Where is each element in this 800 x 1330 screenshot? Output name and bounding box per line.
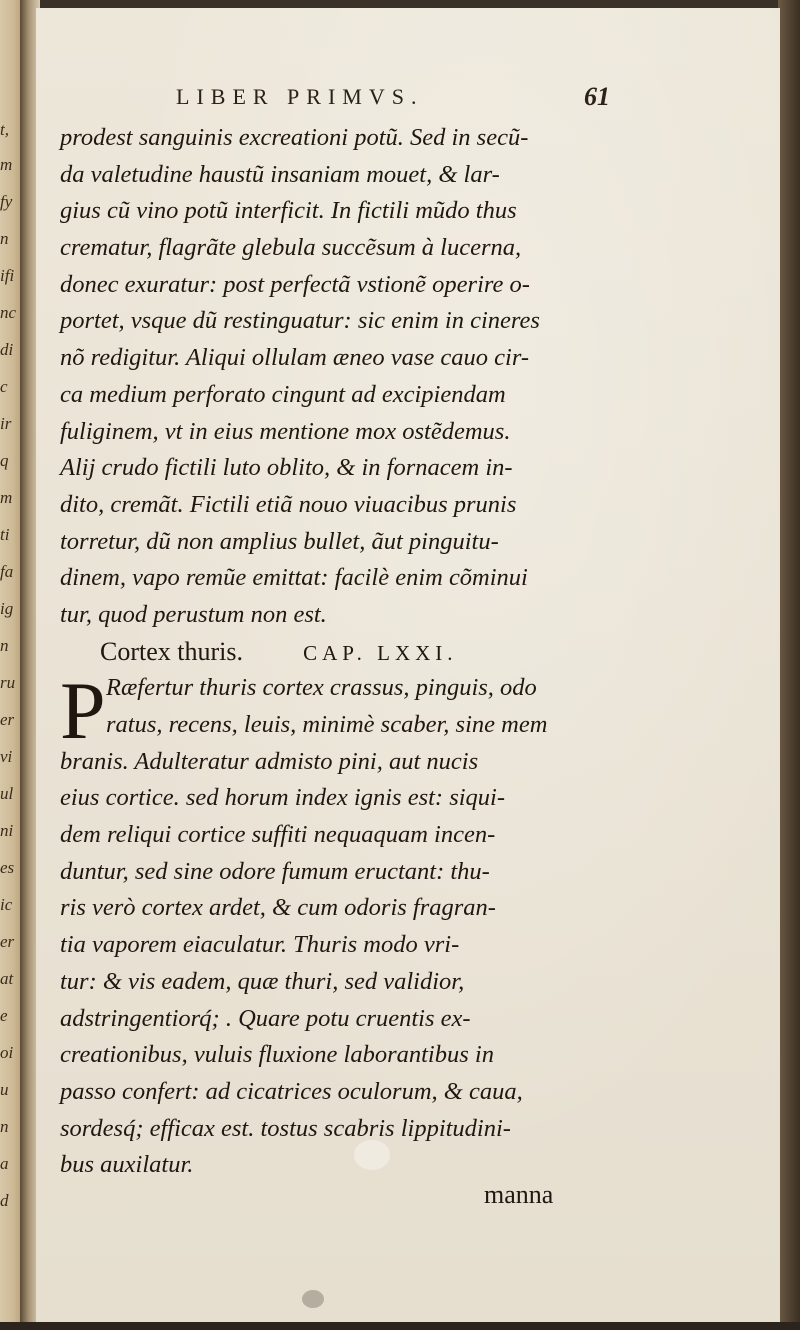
prev-page-fragment: vi bbox=[0, 747, 13, 766]
text-line: sordesq́; efficax est. tostus scabris lippitudini- bbox=[60, 1114, 511, 1142]
prev-page-fragment: ig bbox=[0, 599, 14, 618]
text-line: Alij crudo fictili luto oblito, & in fornacem in- bbox=[60, 454, 513, 482]
prev-page-fragment: er bbox=[0, 932, 15, 951]
text-line: tia vaporem eiaculatur. Thuris modo vri- bbox=[60, 931, 460, 959]
prev-page-fragment: m bbox=[0, 488, 13, 507]
text-line: eius cortice. sed horum index ignis est: siqui- bbox=[60, 784, 506, 812]
prev-page-fragment: n bbox=[0, 229, 9, 248]
text-line: tur, quod perustum non est. bbox=[60, 600, 327, 628]
text-line: dinem, vapo remũe emittat: facilè enim cõminui bbox=[60, 564, 528, 592]
text-line: ca medium perforato cingunt ad excipiendam bbox=[60, 380, 506, 408]
prev-page-fragment: q bbox=[0, 451, 9, 470]
prev-page-fragment: n bbox=[0, 636, 9, 655]
text-line: ratus, recens, leuis, minimè scaber, sine mem bbox=[106, 711, 548, 738]
text-line: gius cũ vino potũ interficit. In fictili mũdo thus bbox=[60, 197, 517, 225]
chapter-number: CAP. LXXI. bbox=[303, 640, 458, 665]
prev-page-fragment: ru bbox=[0, 673, 16, 692]
prev-page-fragment: n bbox=[0, 1117, 9, 1136]
text-line: creationibus, vuluis fluxione laborantibus in bbox=[60, 1041, 494, 1069]
prev-page-fragment: es bbox=[0, 858, 15, 877]
prev-page-fragment: fa bbox=[0, 562, 14, 581]
text-line: prodest sanguinis excreationi potũ. Sed in secũ- bbox=[60, 124, 529, 151]
text-line: da valetudine haustũ insaniam mouet, & lar- bbox=[60, 160, 500, 188]
text-line: portet, vsque dũ restinguatur: sic enim in cineres bbox=[60, 307, 540, 335]
text-line: duntur, sed sine odore fumum eructant: thu- bbox=[60, 857, 490, 885]
prev-page-fragment: at bbox=[0, 969, 14, 988]
drop-cap: P bbox=[60, 665, 106, 757]
prev-page-fragment: ti bbox=[0, 525, 10, 544]
text-line: bus auxilatur. bbox=[60, 1151, 194, 1179]
catchword: manna bbox=[484, 1180, 554, 1209]
body-text bbox=[60, 120, 620, 1184]
text-line: ris verò cortex ardet, & cum odoris fragran- bbox=[60, 894, 496, 922]
prev-page-fragment: u bbox=[0, 1080, 9, 1099]
prev-page-fragment: m bbox=[0, 155, 13, 174]
text-line: fuliginem, vt in eius mentione mox ostẽdemus. bbox=[60, 417, 511, 445]
paper-smudge bbox=[302, 1290, 324, 1308]
prev-page-fragment: c bbox=[0, 377, 8, 396]
chapter-title: Cortex thuris. bbox=[100, 636, 243, 666]
text-line: adstringentiorq́; . Quare potu cruentis ex- bbox=[60, 1004, 471, 1032]
page-number: 61 bbox=[584, 82, 610, 111]
prev-page-fragment: er bbox=[0, 710, 15, 729]
text-line: donec exuratur: post perfectã vstionẽ operire o- bbox=[60, 270, 530, 298]
paragraph-2 bbox=[60, 665, 620, 1184]
text-line: passo confert: ad cicatrices oculorum, & caua, bbox=[60, 1077, 523, 1105]
prev-page-fragment: nc bbox=[0, 303, 17, 322]
prev-page-fragment: ul bbox=[0, 784, 14, 803]
page bbox=[36, 8, 780, 1323]
text-line: tur: & vis eadem, quæ thuri, sed validior, bbox=[60, 967, 465, 995]
prev-page-fragment: ifi bbox=[0, 266, 15, 285]
text-line: dito, cremãt. Fictili etiã nouo viuacibus prunis bbox=[60, 490, 517, 518]
chapter-heading bbox=[60, 634, 620, 671]
prev-page-fragment: ir bbox=[0, 414, 12, 433]
prev-page-fragment: ni bbox=[0, 821, 14, 840]
prev-page-fragment: t, bbox=[0, 120, 9, 139]
book-bottom-edge bbox=[0, 1322, 800, 1330]
prev-page-fragment: d bbox=[0, 1191, 9, 1210]
book-right-edge bbox=[778, 0, 800, 1330]
paper-stain bbox=[354, 1140, 390, 1170]
previous-page-edge bbox=[0, 0, 22, 1330]
text-line: dem reliqui cortice suffiti nequaquam incen- bbox=[60, 821, 496, 849]
prev-page-fragment: oi bbox=[0, 1043, 14, 1062]
prev-page-fragment: di bbox=[0, 340, 14, 359]
paragraph-1 bbox=[60, 120, 620, 634]
text-line: crematur, flagrãte glebula succẽsum à lucerna, bbox=[60, 234, 522, 262]
running-head: LIBER PRIMVS. bbox=[176, 84, 424, 109]
text-line: torretur, dũ non amplius bullet, ãut pinguitu- bbox=[60, 527, 499, 555]
prev-page-fragment: ic bbox=[0, 895, 13, 914]
text-line: nõ redigitur. Aliqui ollulam æneo vase cauo cir- bbox=[60, 344, 530, 372]
text-line: Ræfertur thuris cortex crassus, pinguis, odo bbox=[106, 674, 537, 702]
prev-page-fragment: e bbox=[0, 1006, 8, 1025]
prev-page-fragment: fy bbox=[0, 192, 13, 211]
text-line: branis. Adulteratur admisto pini, aut nucis bbox=[60, 747, 479, 775]
prev-page-fragment: a bbox=[0, 1154, 9, 1173]
